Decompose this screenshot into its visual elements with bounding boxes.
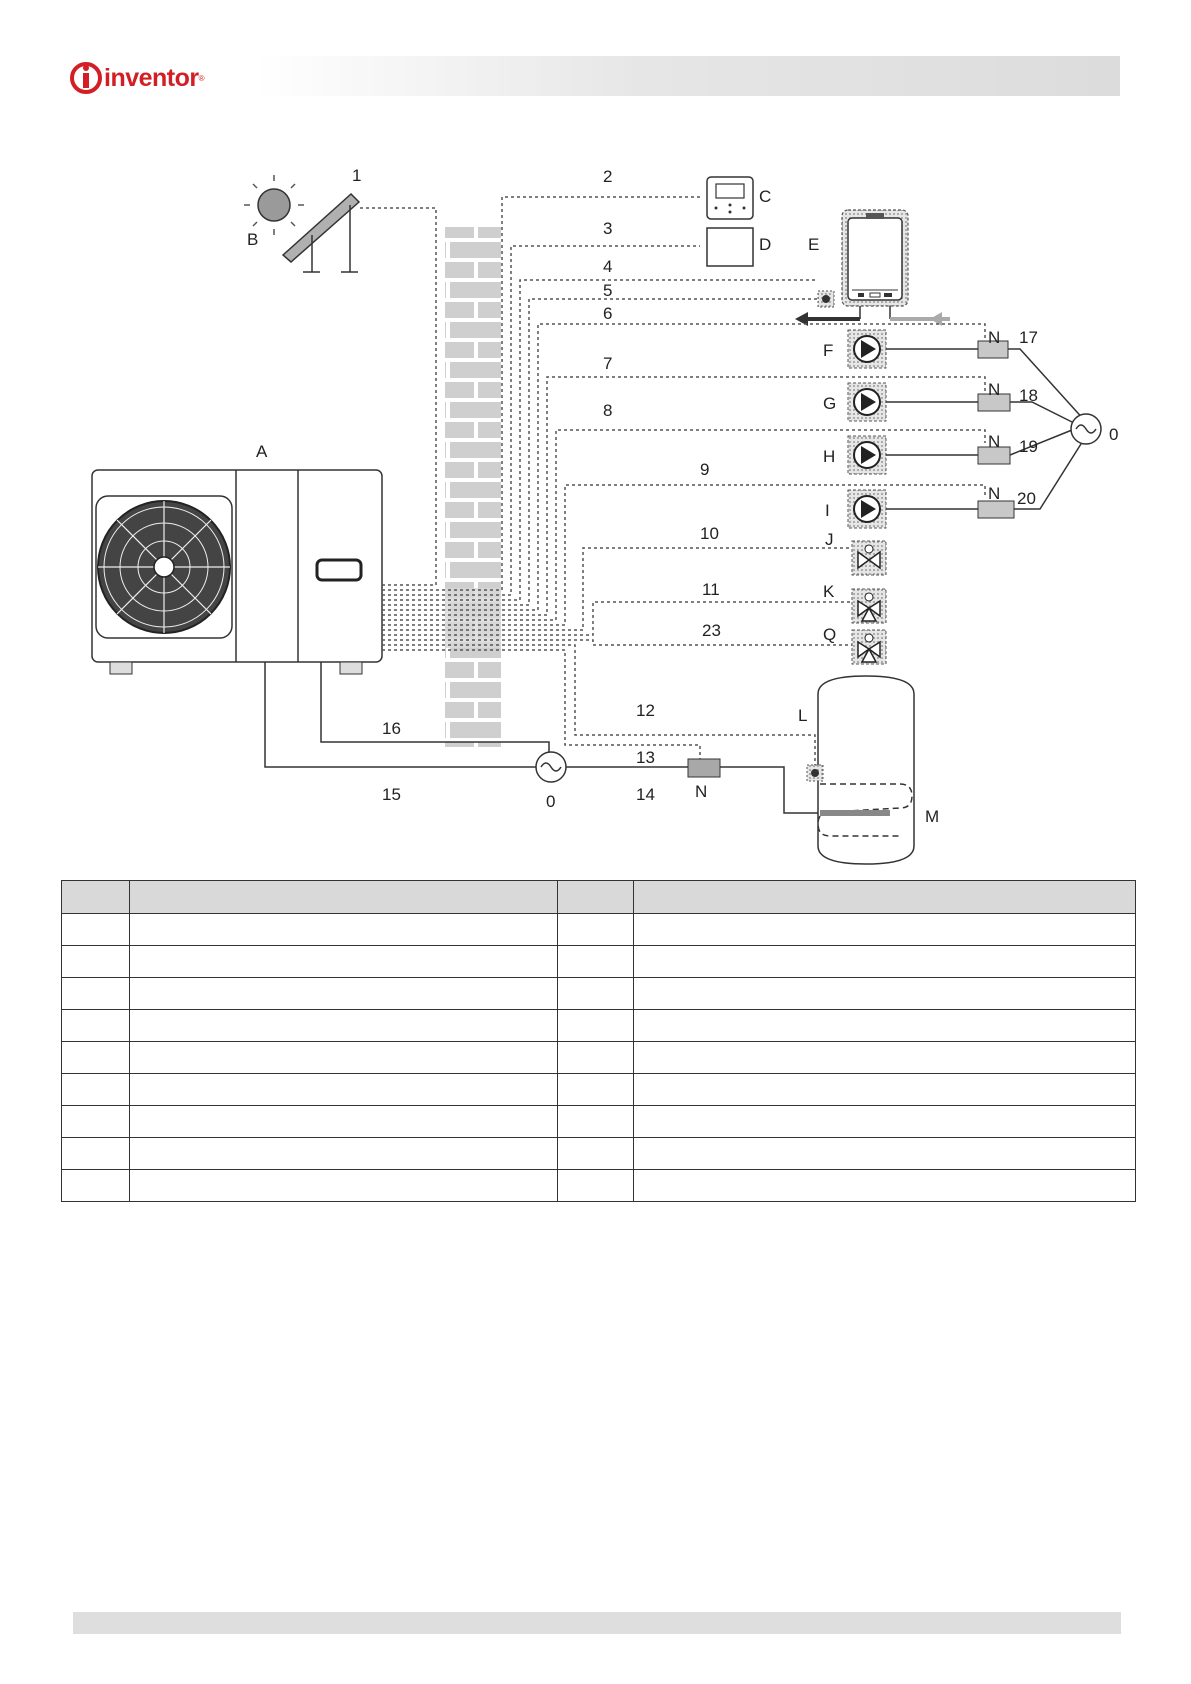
- wall-penetration: [445, 588, 501, 648]
- legend-row: [62, 1010, 1136, 1042]
- num-3: 3: [603, 219, 613, 238]
- legend-cell: [558, 914, 634, 946]
- label-controller: C: [759, 187, 772, 206]
- legend-cell: [558, 1170, 634, 1202]
- legend-cell: [558, 1042, 634, 1074]
- num-6: 6: [603, 304, 613, 323]
- legend-cell: [558, 1074, 634, 1106]
- legend-header-cell: [558, 881, 634, 914]
- legend-row: [62, 1042, 1136, 1074]
- num-8: 8: [603, 401, 613, 420]
- label-balance-right: 0: [1109, 425, 1119, 444]
- num-13: 13: [636, 748, 655, 767]
- num-7: 7: [603, 354, 613, 373]
- box-d: [707, 228, 753, 266]
- label-valve-k: K: [823, 582, 835, 601]
- legend-header-cell: [634, 881, 1136, 914]
- legend-cell: [634, 914, 1136, 946]
- legend-cell: [62, 946, 130, 978]
- legend-cell: [130, 1074, 558, 1106]
- brand-reg: ®: [198, 73, 205, 83]
- legend-cell: [62, 1138, 130, 1170]
- label-pump-f: F: [823, 341, 834, 360]
- legend-cell: [634, 978, 1136, 1010]
- label-sun: B: [247, 230, 259, 249]
- num-16: 16: [382, 719, 401, 738]
- num-23: 23: [702, 621, 721, 640]
- num-9: 9: [700, 460, 710, 479]
- label-n-g: N: [988, 380, 1001, 399]
- legend-row: [62, 1138, 1136, 1170]
- solar-panel-icon: [283, 194, 359, 272]
- label-coil: M: [925, 807, 940, 826]
- num-14: 14: [636, 785, 655, 804]
- legend-cell: [130, 1170, 558, 1202]
- legend-header-cell: [62, 881, 130, 914]
- legend-row: [62, 1106, 1136, 1138]
- legend-cell: [558, 1138, 634, 1170]
- label-n-bottom: N: [695, 782, 708, 801]
- label-n-i: N: [988, 484, 1001, 503]
- num-2: 2: [603, 167, 613, 186]
- legend-cell: [634, 1170, 1136, 1202]
- legend-row: [62, 978, 1136, 1010]
- legend-cell: [634, 1138, 1136, 1170]
- valve-q-icon: [852, 630, 886, 664]
- legend-table: [61, 880, 1136, 1202]
- label-pump-i: I: [825, 501, 830, 520]
- legend-cell: [62, 1170, 130, 1202]
- label-tank: L: [798, 706, 808, 725]
- num-15: 15: [382, 785, 401, 804]
- boiler-icon: [842, 210, 908, 319]
- label-pump-h: H: [823, 447, 836, 466]
- legend-cell: [558, 978, 634, 1010]
- label-pump-g: G: [823, 394, 837, 413]
- label-n-h: N: [988, 432, 1001, 451]
- num-4: 4: [603, 257, 613, 276]
- num-17: 17: [1019, 328, 1038, 347]
- legend-cell: [558, 1010, 634, 1042]
- sensor-n-i: [978, 501, 1014, 518]
- legend-cell: [62, 978, 130, 1010]
- legend-cell: [62, 914, 130, 946]
- legend-cell: [634, 1074, 1136, 1106]
- label-valve-j: J: [825, 530, 834, 549]
- outdoor-unit-icon: [92, 470, 382, 674]
- legend-cell: [558, 946, 634, 978]
- legend-row: [62, 946, 1136, 978]
- label-boiler: E: [808, 235, 820, 254]
- legend-cell: [130, 1106, 558, 1138]
- label-box: D: [759, 235, 772, 254]
- num-11: 11: [702, 580, 720, 599]
- legend-header-row: [62, 881, 1136, 914]
- num-1: 1: [352, 166, 362, 185]
- pump-g-icon: [848, 383, 886, 421]
- sun-icon: [244, 175, 304, 235]
- legend-cell: [62, 1106, 130, 1138]
- legend-cell: [130, 1010, 558, 1042]
- balance-tank-bottom-icon: [536, 752, 566, 782]
- label-balance-bottom: 0: [546, 792, 556, 811]
- pump-h-icon: [848, 436, 886, 474]
- legend-cell: [130, 978, 558, 1010]
- legend-row: [62, 1074, 1136, 1106]
- legend-row: [62, 914, 1136, 946]
- legend-cell: [130, 914, 558, 946]
- brand-name: inventor: [104, 63, 199, 92]
- brick-wall: [445, 227, 501, 747]
- num-18: 18: [1019, 386, 1038, 405]
- legend-cell: [558, 1106, 634, 1138]
- label-valve-q: Q: [823, 625, 837, 644]
- legend-cell: [62, 1074, 130, 1106]
- sensor-n-bottom: [688, 759, 720, 777]
- boiler-sensor-icon: [818, 291, 834, 307]
- footer-bar: [73, 1612, 1121, 1634]
- valve-j-icon: [852, 541, 886, 575]
- legend-cell: [130, 1042, 558, 1074]
- legend-cell: [130, 1138, 558, 1170]
- label-unit: A: [256, 442, 268, 461]
- num-5: 5: [603, 281, 613, 300]
- balance-tank-right-icon: [1071, 414, 1101, 444]
- controller-icon: [707, 177, 753, 219]
- hydraulic-pipes: [265, 349, 1086, 813]
- legend-cell: [62, 1042, 130, 1074]
- legend-cell: [634, 946, 1136, 978]
- legend-row: [62, 1170, 1136, 1202]
- legend-cell: [634, 1106, 1136, 1138]
- legend-cell: [62, 1010, 130, 1042]
- legend-cell: [130, 946, 558, 978]
- num-12: 12: [636, 701, 655, 720]
- legend-cell: [634, 1042, 1136, 1074]
- legend-header-cell: [130, 881, 558, 914]
- label-n-f: N: [988, 328, 1001, 347]
- pump-i-icon: [848, 490, 886, 528]
- num-20: 20: [1017, 489, 1036, 508]
- legend-cell: [634, 1010, 1136, 1042]
- dhw-tank-icon: [807, 676, 914, 864]
- valve-k-icon: [852, 589, 886, 623]
- pump-f-icon: [848, 330, 886, 368]
- num-10: 10: [700, 524, 719, 543]
- num-19: 19: [1019, 437, 1038, 456]
